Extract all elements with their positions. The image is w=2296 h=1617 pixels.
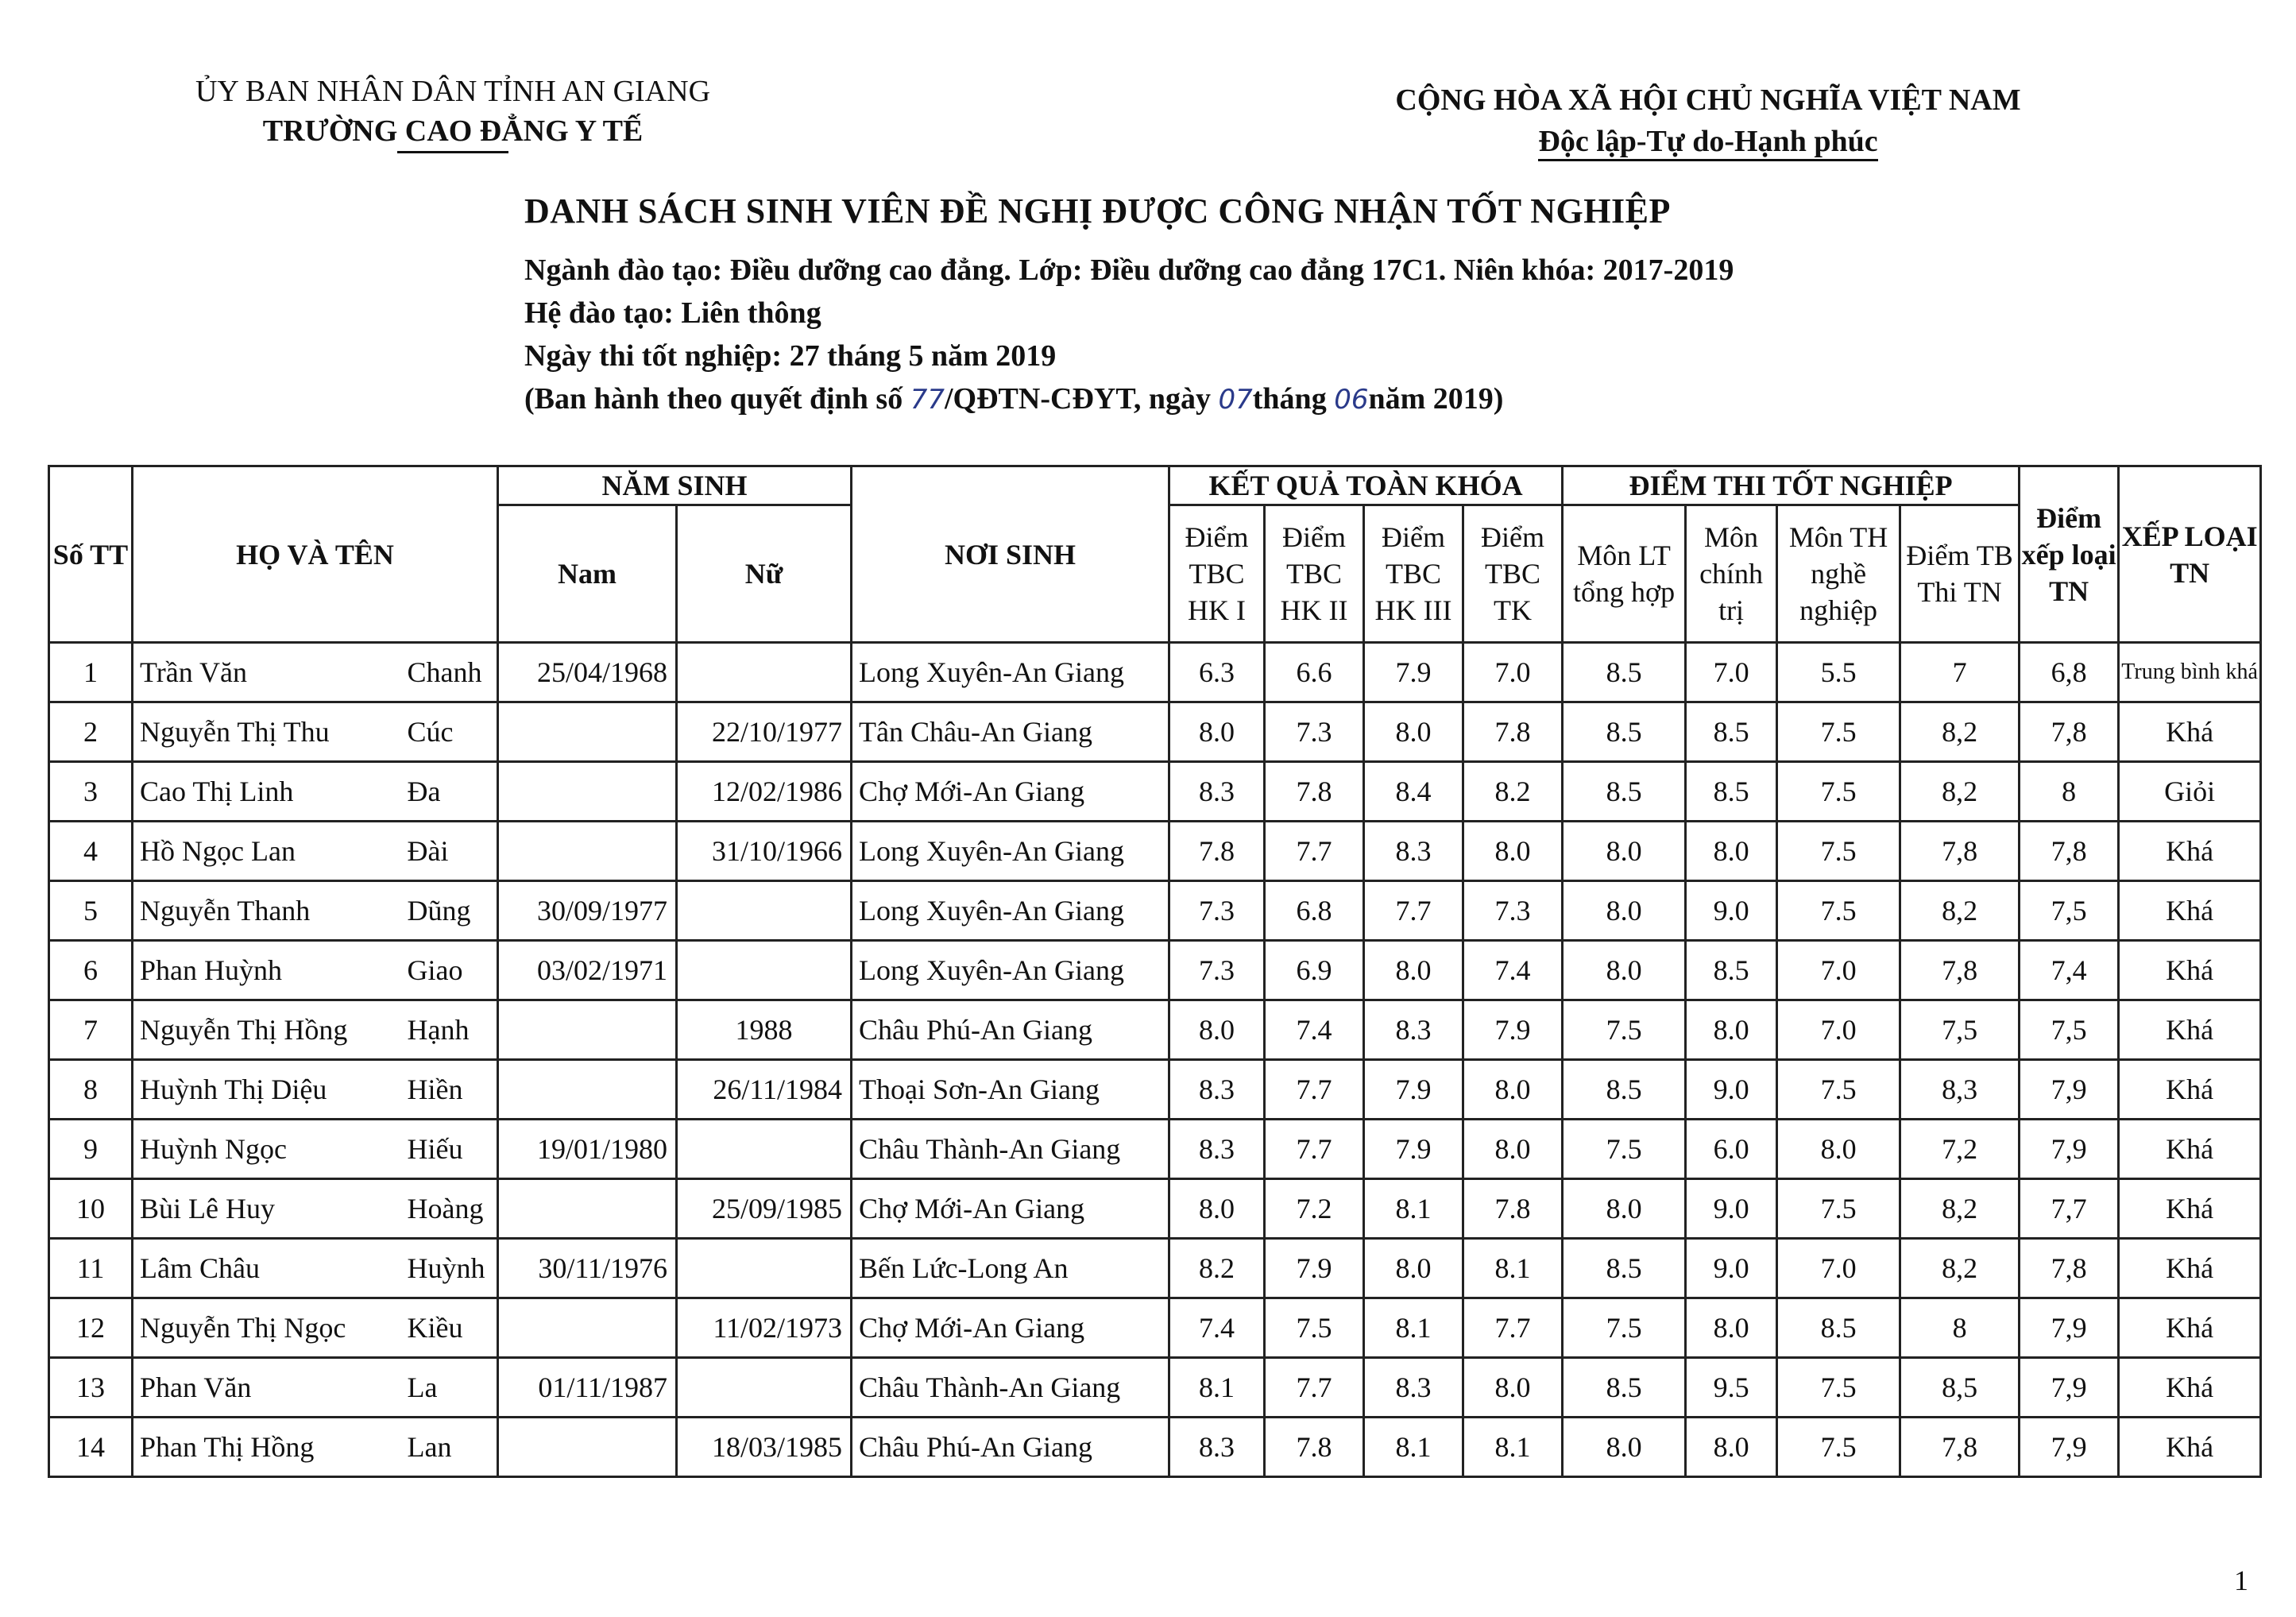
cell-hk3: 8.0: [1364, 1239, 1463, 1298]
cell-th: 7.0: [1777, 941, 1900, 1000]
header-th: Môn TH nghề nghiệp: [1777, 505, 1900, 643]
cell-stt: 5: [49, 881, 133, 941]
cell-ct: 9.0: [1686, 1239, 1777, 1298]
issuer-block: [159, 72, 747, 153]
graduation-table: [48, 465, 2262, 1478]
cell-ct: 9.5: [1686, 1358, 1777, 1418]
cell-xep-loai: Khá: [2119, 822, 2261, 881]
cell-diem-xl: 7,9: [2020, 1298, 2119, 1358]
table-row: [49, 1239, 2261, 1298]
cell-stt: 4: [49, 822, 133, 881]
cell-tk: 8.0: [1463, 822, 1563, 881]
cell-th: 7.5: [1777, 702, 1900, 762]
table-row: [49, 762, 2261, 822]
decision-year: năm 2019): [1368, 382, 1504, 416]
cell-lt: 7.5: [1563, 1298, 1686, 1358]
table-row: [49, 822, 2261, 881]
cell-stt: 7: [49, 1000, 133, 1060]
cell-stt: 13: [49, 1358, 133, 1418]
cell-hk2: 7.9: [1265, 1239, 1364, 1298]
cell-hk2: 7.4: [1265, 1000, 1364, 1060]
cell-ho: Lâm Châu: [133, 1239, 403, 1298]
page-number: 1: [2234, 1565, 2248, 1596]
cell-tb: 8,2: [1900, 1179, 2020, 1239]
cell-ct: 8.5: [1686, 941, 1777, 1000]
cell-hk1: 8.0: [1169, 702, 1265, 762]
header-tk: Điểm TBC TK: [1463, 505, 1563, 643]
cell-hk1: 8.0: [1169, 1179, 1265, 1239]
header-exam-scores: ĐIỂM THI TỐT NGHIỆP: [1563, 466, 2020, 505]
table-row: [49, 1120, 2261, 1179]
header-tb: Điểm TB Thi TN: [1900, 505, 2020, 643]
cell-ten: Huỳnh: [403, 1239, 498, 1298]
cell-ten: Giao: [403, 941, 498, 1000]
cell-diem-xl: 7,8: [2020, 1239, 2119, 1298]
cell-ten: Đa: [403, 762, 498, 822]
cell-tb: 8,2: [1900, 1239, 2020, 1298]
issuer-school: TRƯỜNG CAO ĐẲNG Y TẾ: [262, 114, 644, 148]
cell-hk3: 8.0: [1364, 702, 1463, 762]
cell-nam: 19/01/1980: [498, 1120, 677, 1179]
cell-hk3: 7.9: [1364, 1120, 1463, 1179]
issuer-underline: [397, 151, 508, 153]
cell-th: 7.0: [1777, 1000, 1900, 1060]
cell-noi-sinh: Long Xuyên-An Giang: [852, 881, 1169, 941]
cell-stt: 9: [49, 1120, 133, 1179]
cell-nu: 25/09/1985: [677, 1179, 852, 1239]
cell-xep-loai: Khá: [2119, 1358, 2261, 1418]
cell-xep-loai: Khá: [2119, 1000, 2261, 1060]
cell-nu: 18/03/1985: [677, 1418, 852, 1477]
cell-lt: 8.5: [1563, 1239, 1686, 1298]
cell-nu: [677, 1120, 852, 1179]
cell-xep-loai: Khá: [2119, 1418, 2261, 1477]
cell-noi-sinh: Châu Phú-An Giang: [852, 1418, 1169, 1477]
cell-hk3: 8.1: [1364, 1418, 1463, 1477]
cell-nam: [498, 1060, 677, 1120]
cell-noi-sinh: Tân Châu-An Giang: [852, 702, 1169, 762]
decision-month-label: tháng: [1252, 382, 1327, 416]
cell-hk3: 7.7: [1364, 881, 1463, 941]
cell-nu: [677, 881, 852, 941]
cell-tk: 8.0: [1463, 1358, 1563, 1418]
cell-ten: Hiền: [403, 1060, 498, 1120]
decision-line: [524, 381, 1503, 416]
cell-tk: 8.0: [1463, 1120, 1563, 1179]
cell-xep-loai: Khá: [2119, 1060, 2261, 1120]
cell-tk: 7.4: [1463, 941, 1563, 1000]
cell-hk1: 8.3: [1169, 1120, 1265, 1179]
header-male: Nam: [498, 505, 677, 643]
cell-xep-loai: Khá: [2119, 1239, 2261, 1298]
cell-th: 7.5: [1777, 881, 1900, 941]
cell-nam: 01/11/1987: [498, 1358, 677, 1418]
cell-hk1: 8.3: [1169, 1418, 1265, 1477]
cell-th: 7.5: [1777, 1358, 1900, 1418]
cell-tb: 7,8: [1900, 822, 2020, 881]
cell-stt: 3: [49, 762, 133, 822]
cell-hk1: 8.3: [1169, 762, 1265, 822]
cell-hk3: 8.1: [1364, 1298, 1463, 1358]
header-stt: Số TT: [49, 466, 133, 643]
cell-hk1: 8.1: [1169, 1358, 1265, 1418]
decision-day-handwritten: 07: [1218, 384, 1253, 416]
cell-diem-xl: 7,9: [2020, 1418, 2119, 1477]
issuer-province: ỦY BAN NHÂN DÂN TỈNH AN GIANG: [195, 75, 711, 108]
cell-tk: 7.7: [1463, 1298, 1563, 1358]
cell-ho: Phan Thị Hồng: [133, 1418, 403, 1477]
cell-nam: [498, 1000, 677, 1060]
cell-tb: 7,8: [1900, 1418, 2020, 1477]
cell-xep-loai: Khá: [2119, 881, 2261, 941]
header-birthplace: NƠI SINH: [852, 466, 1169, 643]
cell-ten: Hiếu: [403, 1120, 498, 1179]
cell-hk3: 8.3: [1364, 1358, 1463, 1418]
cell-nu: [677, 1239, 852, 1298]
cell-lt: 8.0: [1563, 1179, 1686, 1239]
cell-hk2: 7.2: [1265, 1179, 1364, 1239]
table-row: [49, 1418, 2261, 1477]
cell-th: 7.5: [1777, 762, 1900, 822]
cell-nam: [498, 762, 677, 822]
cell-nam: [498, 822, 677, 881]
cell-ct: 8.5: [1686, 762, 1777, 822]
cell-hk1: 8.0: [1169, 1000, 1265, 1060]
program-info: Ngành đào tạo: Điều dưỡng cao đẳng. Lớp: Điều dưỡng cao đẳng 17C1. Niên khóa: 2017-2019: [524, 253, 1734, 287]
header-rank: XẾP LOẠI TN: [2119, 466, 2261, 643]
cell-stt: 14: [49, 1418, 133, 1477]
header-hk1: Điểm TBC HK I: [1169, 505, 1265, 643]
cell-ho: Huỳnh Thị Diệu: [133, 1060, 403, 1120]
cell-nam: [498, 1298, 677, 1358]
table-row: [49, 941, 2261, 1000]
cell-ct: 7.0: [1686, 643, 1777, 702]
cell-nam: 03/02/1971: [498, 941, 677, 1000]
cell-nu: 12/02/1986: [677, 762, 852, 822]
cell-diem-xl: 7,9: [2020, 1358, 2119, 1418]
cell-diem-xl: 7,9: [2020, 1060, 2119, 1120]
cell-noi-sinh: Thoại Sơn-An Giang: [852, 1060, 1169, 1120]
cell-diem-xl: 7,8: [2020, 822, 2119, 881]
cell-xep-loai: Khá: [2119, 1120, 2261, 1179]
cell-noi-sinh: Bến Lức-Long An: [852, 1239, 1169, 1298]
cell-diem-xl: 7,8: [2020, 702, 2119, 762]
header-lt: Môn LT tổng hợp: [1563, 505, 1686, 643]
cell-th: 8.0: [1777, 1120, 1900, 1179]
cell-tk: 8.0: [1463, 1060, 1563, 1120]
cell-hk1: 6.3: [1169, 643, 1265, 702]
cell-nu: 22/10/1977: [677, 702, 852, 762]
cell-nu: 11/02/1973: [677, 1298, 852, 1358]
cell-th: 7.5: [1777, 1060, 1900, 1120]
cell-ho: Nguyễn Thị Thu: [133, 702, 403, 762]
cell-diem-xl: 7,4: [2020, 941, 2119, 1000]
cell-noi-sinh: Châu Thành-An Giang: [852, 1120, 1169, 1179]
cell-xep-loai: Khá: [2119, 1298, 2261, 1358]
cell-hk3: 8.0: [1364, 941, 1463, 1000]
cell-noi-sinh: Chợ Mới-An Giang: [852, 1298, 1169, 1358]
header-course-results: KẾT QUẢ TOÀN KHÓA: [1169, 466, 1563, 505]
cell-hk2: 7.7: [1265, 1060, 1364, 1120]
cell-ten: Chanh: [403, 643, 498, 702]
cell-tb: 8: [1900, 1298, 2020, 1358]
cell-tb: 8,2: [1900, 881, 2020, 941]
cell-th: 5.5: [1777, 643, 1900, 702]
cell-lt: 8.0: [1563, 822, 1686, 881]
header-ct: Môn chính trị: [1686, 505, 1777, 643]
cell-hk1: 7.4: [1169, 1298, 1265, 1358]
cell-ten: Cúc: [403, 702, 498, 762]
table-row: [49, 1179, 2261, 1239]
cell-hk3: 8.1: [1364, 1179, 1463, 1239]
cell-diem-xl: 7,9: [2020, 1120, 2119, 1179]
cell-hk2: 7.8: [1265, 762, 1364, 822]
table-body: [49, 643, 2261, 1477]
cell-tb: 8,2: [1900, 702, 2020, 762]
national-motto: Độc lập-Tự do-Hạnh phúc: [1538, 124, 1877, 161]
cell-tk: 8.2: [1463, 762, 1563, 822]
cell-hk2: 7.8: [1265, 1418, 1364, 1477]
cell-ct: 8.0: [1686, 1298, 1777, 1358]
cell-ho: Bùi Lê Huy: [133, 1179, 403, 1239]
cell-noi-sinh: Long Xuyên-An Giang: [852, 643, 1169, 702]
document-title: DANH SÁCH SINH VIÊN ĐỀ NGHỊ ĐƯỢC CÔNG NHẬN TỐT NGHIỆP: [524, 191, 1671, 230]
cell-hk1: 8.2: [1169, 1239, 1265, 1298]
cell-xep-loai: Khá: [2119, 702, 2261, 762]
cell-hk3: 7.9: [1364, 643, 1463, 702]
cell-lt: 8.5: [1563, 1060, 1686, 1120]
cell-tb: 7,5: [1900, 1000, 2020, 1060]
cell-hk1: 8.3: [1169, 1060, 1265, 1120]
cell-lt: 7.5: [1563, 1120, 1686, 1179]
cell-tk: 7.3: [1463, 881, 1563, 941]
cell-diem-xl: 7,5: [2020, 881, 2119, 941]
cell-th: 7.5: [1777, 1418, 1900, 1477]
cell-noi-sinh: Châu Phú-An Giang: [852, 1000, 1169, 1060]
cell-ct: 9.0: [1686, 881, 1777, 941]
cell-lt: 8.5: [1563, 643, 1686, 702]
cell-hk2: 7.7: [1265, 822, 1364, 881]
cell-diem-xl: 7,5: [2020, 1000, 2119, 1060]
cell-ten: Đài: [403, 822, 498, 881]
cell-ten: Dũng: [403, 881, 498, 941]
cell-hk2: 6.8: [1265, 881, 1364, 941]
header-hk3: Điểm TBC HK III: [1364, 505, 1463, 643]
cell-ct: 8.0: [1686, 822, 1777, 881]
decision-code: /QĐTN-CĐYT, ngày: [945, 382, 1211, 416]
cell-ten: Lan: [403, 1418, 498, 1477]
cell-nam: 25/04/1968: [498, 643, 677, 702]
cell-ct: 9.0: [1686, 1060, 1777, 1120]
cell-lt: 8.0: [1563, 1418, 1686, 1477]
cell-lt: 8.5: [1563, 762, 1686, 822]
decision-prefix: (Ban hành theo quyết định số: [524, 382, 903, 416]
cell-th: 7.5: [1777, 822, 1900, 881]
cell-hk1: 7.3: [1169, 941, 1265, 1000]
table-row: [49, 702, 2261, 762]
cell-stt: 8: [49, 1060, 133, 1120]
cell-nam: [498, 702, 677, 762]
cell-ho: Nguyễn Thị Hồng: [133, 1000, 403, 1060]
cell-ten: La: [403, 1358, 498, 1418]
header-rank-score: Điểm xếp loại TN: [2020, 466, 2119, 643]
cell-stt: 10: [49, 1179, 133, 1239]
cell-nam: [498, 1418, 677, 1477]
cell-hk3: 7.9: [1364, 1060, 1463, 1120]
cell-ho: Nguyễn Thanh: [133, 881, 403, 941]
cell-ct: 9.0: [1686, 1179, 1777, 1239]
cell-ho: Trần Văn: [133, 643, 403, 702]
cell-tk: 7.8: [1463, 1179, 1563, 1239]
table-row: [49, 1298, 2261, 1358]
cell-xep-loai: Khá: [2119, 941, 2261, 1000]
cell-hk1: 7.3: [1169, 881, 1265, 941]
cell-lt: 8.5: [1563, 702, 1686, 762]
cell-th: 8.5: [1777, 1298, 1900, 1358]
cell-tk: 7.8: [1463, 702, 1563, 762]
cell-ho: Phan Huỳnh: [133, 941, 403, 1000]
table-row: [49, 1358, 2261, 1418]
cell-ho: Nguyễn Thị Ngọc: [133, 1298, 403, 1358]
cell-tb: 7,2: [1900, 1120, 2020, 1179]
cell-hk2: 7.3: [1265, 702, 1364, 762]
header-female: Nữ: [677, 505, 852, 643]
cell-xep-loai: Giỏi: [2119, 762, 2261, 822]
cell-tb: 8,2: [1900, 762, 2020, 822]
cell-hk2: 7.7: [1265, 1120, 1364, 1179]
cell-xep-loai: Trung bình khá: [2119, 643, 2261, 702]
cell-hk2: 7.5: [1265, 1298, 1364, 1358]
cell-th: 7.0: [1777, 1239, 1900, 1298]
cell-ct: 8.0: [1686, 1418, 1777, 1477]
header-hk2: Điểm TBC HK II: [1265, 505, 1364, 643]
cell-ten: Kiều: [403, 1298, 498, 1358]
cell-noi-sinh: Châu Thành-An Giang: [852, 1358, 1169, 1418]
cell-hk1: 7.8: [1169, 822, 1265, 881]
cell-ho: Huỳnh Ngọc: [133, 1120, 403, 1179]
cell-diem-xl: 7,7: [2020, 1179, 2119, 1239]
cell-noi-sinh: Chợ Mới-An Giang: [852, 762, 1169, 822]
cell-lt: 7.5: [1563, 1000, 1686, 1060]
cell-nu: 26/11/1984: [677, 1060, 852, 1120]
cell-tb: 8,5: [1900, 1358, 2020, 1418]
cell-nu: [677, 643, 852, 702]
cell-nam: [498, 1179, 677, 1239]
cell-ho: Hồ Ngọc Lan: [133, 822, 403, 881]
cell-tb: 7,8: [1900, 941, 2020, 1000]
country-name: CỘNG HÒA XÃ HỘI CHỦ NGHĨA VIỆT NAM: [1395, 83, 2021, 117]
cell-diem-xl: 8: [2020, 762, 2119, 822]
cell-stt: 11: [49, 1239, 133, 1298]
cell-hk2: 7.7: [1265, 1358, 1364, 1418]
header-birth-year: NĂM SINH: [498, 466, 852, 505]
cell-hk2: 6.9: [1265, 941, 1364, 1000]
cell-nam: 30/09/1977: [498, 881, 677, 941]
cell-hk2: 6.6: [1265, 643, 1364, 702]
cell-stt: 12: [49, 1298, 133, 1358]
cell-noi-sinh: Long Xuyên-An Giang: [852, 822, 1169, 881]
training-type: Hệ đào tạo: Liên thông: [524, 296, 821, 330]
exam-date: Ngày thi tốt nghiệp: 27 tháng 5 năm 2019: [524, 339, 1057, 373]
cell-nu: [677, 941, 852, 1000]
cell-nam: 30/11/1976: [498, 1239, 677, 1298]
cell-xep-loai: Khá: [2119, 1179, 2261, 1239]
cell-nu: 31/10/1966: [677, 822, 852, 881]
cell-lt: 8.0: [1563, 881, 1686, 941]
cell-diem-xl: 6,8: [2020, 643, 2119, 702]
national-header: [1351, 79, 2066, 162]
cell-lt: 8.5: [1563, 1358, 1686, 1418]
header-name: HỌ VÀ TÊN: [133, 466, 498, 643]
cell-ho: Phan Văn: [133, 1358, 403, 1418]
cell-ten: Hoàng: [403, 1179, 498, 1239]
cell-tb: 8,3: [1900, 1060, 2020, 1120]
cell-nu: 1988: [677, 1000, 852, 1060]
cell-hk3: 8.3: [1364, 1000, 1463, 1060]
cell-ten: Hạnh: [403, 1000, 498, 1060]
cell-ho: Cao Thị Linh: [133, 762, 403, 822]
cell-lt: 8.0: [1563, 941, 1686, 1000]
cell-tk: 7.9: [1463, 1000, 1563, 1060]
cell-noi-sinh: Long Xuyên-An Giang: [852, 941, 1169, 1000]
cell-tk: 7.0: [1463, 643, 1563, 702]
cell-hk3: 8.3: [1364, 822, 1463, 881]
cell-noi-sinh: Chợ Mới-An Giang: [852, 1179, 1169, 1239]
cell-stt: 1: [49, 643, 133, 702]
cell-hk3: 8.4: [1364, 762, 1463, 822]
cell-ct: 6.0: [1686, 1120, 1777, 1179]
cell-ct: 8.5: [1686, 702, 1777, 762]
cell-nu: [677, 1358, 852, 1418]
cell-tk: 8.1: [1463, 1418, 1563, 1477]
cell-th: 7.5: [1777, 1179, 1900, 1239]
table-row: [49, 1000, 2261, 1060]
table-row: [49, 643, 2261, 702]
decision-number-handwritten: 77: [910, 384, 945, 416]
decision-month-handwritten: 06: [1334, 384, 1369, 416]
table-row: [49, 881, 2261, 941]
cell-tk: 8.1: [1463, 1239, 1563, 1298]
cell-ct: 8.0: [1686, 1000, 1777, 1060]
cell-tb: 7: [1900, 643, 2020, 702]
cell-stt: 6: [49, 941, 133, 1000]
cell-stt: 2: [49, 702, 133, 762]
table-row: [49, 1060, 2261, 1120]
